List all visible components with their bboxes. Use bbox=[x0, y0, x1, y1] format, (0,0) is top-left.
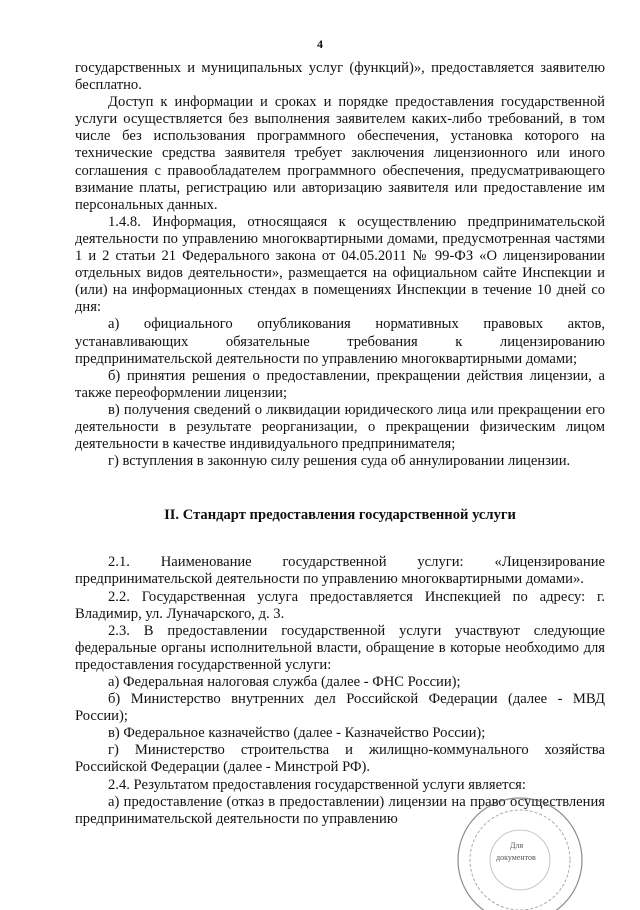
paragraph: а) официального опубликования нормативных правовых актов, устанавливающих обязательные требования к лицензированию предпринимательской деятельности по управлению многоквартирными домами; bbox=[75, 316, 605, 367]
document-body bbox=[75, 60, 605, 828]
paragraph: 2.1. Наименование государственной услуги: «Лицензирование предпринимательской деятельности по управлению многоквартирными домами». bbox=[75, 554, 605, 588]
paragraph: а) предоставление (отказ в предоставлении) лицензии на право осуществления предпринимательской деятельности по управлению bbox=[75, 793, 605, 827]
paragraph: 2.2. Государственная услуга предоставляется Инспекцией по адресу: г. Владимир, ул. Луначарского, д. 3. bbox=[75, 588, 605, 622]
top-paragraphs bbox=[75, 60, 605, 470]
paragraph: в) Федеральное казначейство (далее - Казначейство России); bbox=[108, 725, 486, 742]
paragraph: 1.4.8. Информация, относящаяся к осуществлению предпринимательской деятельности по управлению многоквартирными домами, предусмотренная частями 1 и 2 статьи 21 Федерального закона от 04.05.2011 № 99-ФЗ «О лицензировании отдельных видов деятельности», размещается на официальном сайте Инспекции и (или) на информационных стендах в помещениях Инспекции в течение 10 дней со дня: bbox=[75, 213, 605, 316]
paragraph: 2.3. В предоставлении государственной услуги участвуют следующие федеральные органы исполнительной власти, обращение в которые необходимо для предоставления государственной услуги: bbox=[75, 622, 605, 673]
bottom-paragraphs bbox=[75, 554, 605, 828]
section-title: II. Стандарт предоставления государственной услуги bbox=[164, 507, 516, 524]
paragraph: г) Министерство строительства и жилищно-коммунального хозяйства Российской Федерации (далее - Минстрой РФ). bbox=[75, 742, 605, 776]
paragraph: 2.4. Результатом предоставления государственной услуги является: bbox=[108, 776, 526, 793]
stamp-text-2: документов bbox=[496, 853, 536, 862]
stamp-text-1: Для bbox=[510, 841, 524, 850]
page-number: 4 bbox=[317, 37, 323, 51]
paragraph: г) вступления в законную силу решения суда об аннулировании лицензии. bbox=[108, 453, 571, 470]
paragraph: б) принятия решения о предоставлении, прекращении действия лицензии, а также переоформлении лицензии; bbox=[75, 367, 605, 401]
paragraph: Доступ к информации и сроках и порядке предоставления государственной услуги осуществляется без выполнения заявителем каких-либо требований, в том числе без использования программного обеспечения, установка которого на технические средства заявителя требует заключения лицензионного или иного соглашения с правообладателем программного обеспечения, предусматривающего взимание платы, регистрацию или авторизацию заявителя или предоставление им персональных данных. bbox=[75, 94, 605, 213]
paragraph: в) получения сведений о ликвидации юридического лица или прекращении его деятельности в результате реорганизации, о прекращении физическим лицом деятельности в качестве индивидуального предпринимателя; bbox=[75, 401, 605, 453]
paragraph: государственных и муниципальных услуг (функций)», предоставляется заявителю бесплатно. bbox=[75, 60, 605, 94]
paragraph: б) Министерство внутренних дел Российской Федерации (далее - МВД России); bbox=[75, 691, 605, 725]
paragraph: а) Федеральная налоговая служба (далее - ФНС России); bbox=[108, 674, 461, 690]
